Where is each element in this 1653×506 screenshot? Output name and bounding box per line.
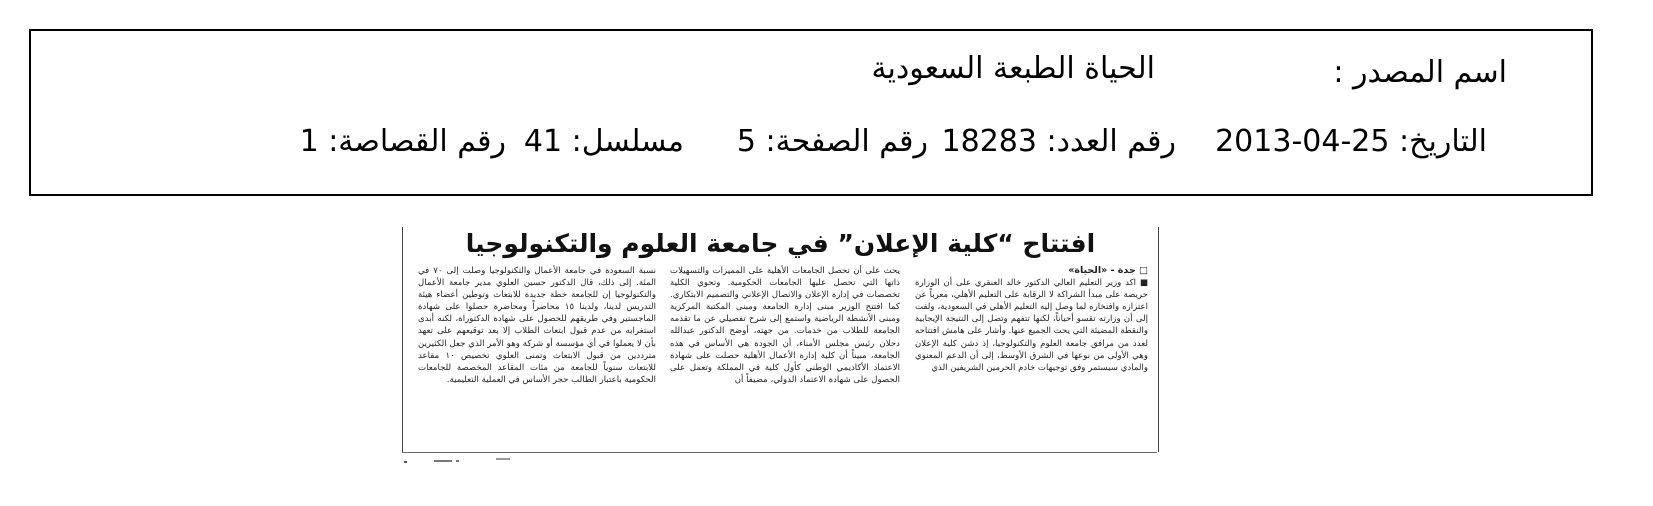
clipping-metadata-box — [29, 29, 1593, 196]
article-column-1 — [915, 265, 1148, 448]
clipping-bottom-edge — [402, 452, 1157, 453]
issue-number-field: رقم العدد: 18283 — [941, 124, 1176, 159]
clipping-edge-scrap — [404, 458, 514, 466]
source-label: اسم المصدر : — [1333, 55, 1507, 90]
column-1-text: ■ اكد وزير التعليم العالي الدكتور خالد العنقري على أن الوزارة حريصة على مبدأ الشراكة لا الرقابة على التعليم الأهلي، معرباً عن اعتزازه وافتخاره لما وصل إليه التعليم الأهلي في السعودية، ولفت إلى أن وزارته تقسو أحياناً، لكنها تتفهم وتصل إلى النتيجة الإيجابية والنقطة المضيئة التي يحث الجميع عنها. وأشار على هامش افتتاحه لعدد من مرافق جامعة العلوم والتكنولوجيا، إذ دشن كلية الإعلان وهي الأولى من نوعها في الشرق الأوسط، إلى أن الدعم المعنوي والمادي سيستمر وفق توجيهات خادم الحرمين الشريفين الذي — [915, 278, 1148, 373]
clip-number-field: رقم القصاصة: 1 — [299, 124, 506, 159]
article-column-3 — [418, 265, 656, 448]
source-value: الحياة الطبعة السعودية — [871, 51, 1155, 86]
serial-field: مسلسل: 41 — [523, 124, 684, 159]
article-headline: افتتاح “كلية الإعلان” في جامعة العلوم والتكنولوجيا — [465, 229, 1096, 258]
column-3-text: نسبة السعودة في جامعة الأعمال والتكنولوجيا وصلت إلى ٧٠ في المئة. إلى ذلك، قال الدكتور حسين العلوي مدير جامعة الأعمال والتكنولوجيا إن للجامعة خطة جديدة للابتعاث وتوطين أعضاء هيئة التدريس لدينا، ولدينا ١٥ محاضراً ومحاضرة حصلوا على شهادة الماجستير وفي طريقهم للحصول على شهادة الدكتوراة، لكنه أبدى استغرابه من عدم قبول ابتعاث الطلاب إلا بعد توقيعهم على تعهد بأن لا يعملوا في أي مؤسسة أو شركة وهو الأمر الذي جعل الكثيرين مترددين من قبول الابتعاث وتمنى العلوي تخصيص ١٠ مقاعد للابتعاث سنوياً للجامعة من مئات المقاعد المخصصة للجامعات الحكومية باعتبار الطالب حجر الأساس في العملية التعليمية. — [418, 266, 656, 385]
article-byline: □ جدة - «الحياة» — [1068, 265, 1148, 276]
date-field: التاريخ: 25-04-2013 — [1215, 124, 1487, 159]
page-number-field: رقم الصفحة: 5 — [736, 124, 928, 159]
newspaper-clipping — [402, 227, 1159, 452]
column-2-text: يحث على أن تحصل الجامعات الأهلية على المميزات والتسهيلات ذاتها التي تحصل عليها الجامعات الحكومية. وتحوي الكلية تخصصات في إدارة الإعلان والاتصال الإعلاني والتصميم الابتكاري. كما افتتح الوزير مبنى إدارة الجامعة ومبنى المكتبة المركزية ومبنى الأنشطة الرياضية واستمع إلى شرح تفصيلي عن ما تقدمه الجامعة للطلاب من خدمات. من جهته، أوضح الدكتور عبدالله دحلان رئيس مجلس الأمناء، أن الجودة هي الأساس في هذه الجامعة، مبيناً أن كلية إدارة الأعمال الأهلية حصلت على شهادة الاعتماد الأكاديمي الوطني كأول كلية في المملكة وتعمل على الحصول على شهادة الاعتماد الدولي، مضيفاً أن — [670, 266, 900, 385]
article-column-2 — [670, 265, 900, 448]
